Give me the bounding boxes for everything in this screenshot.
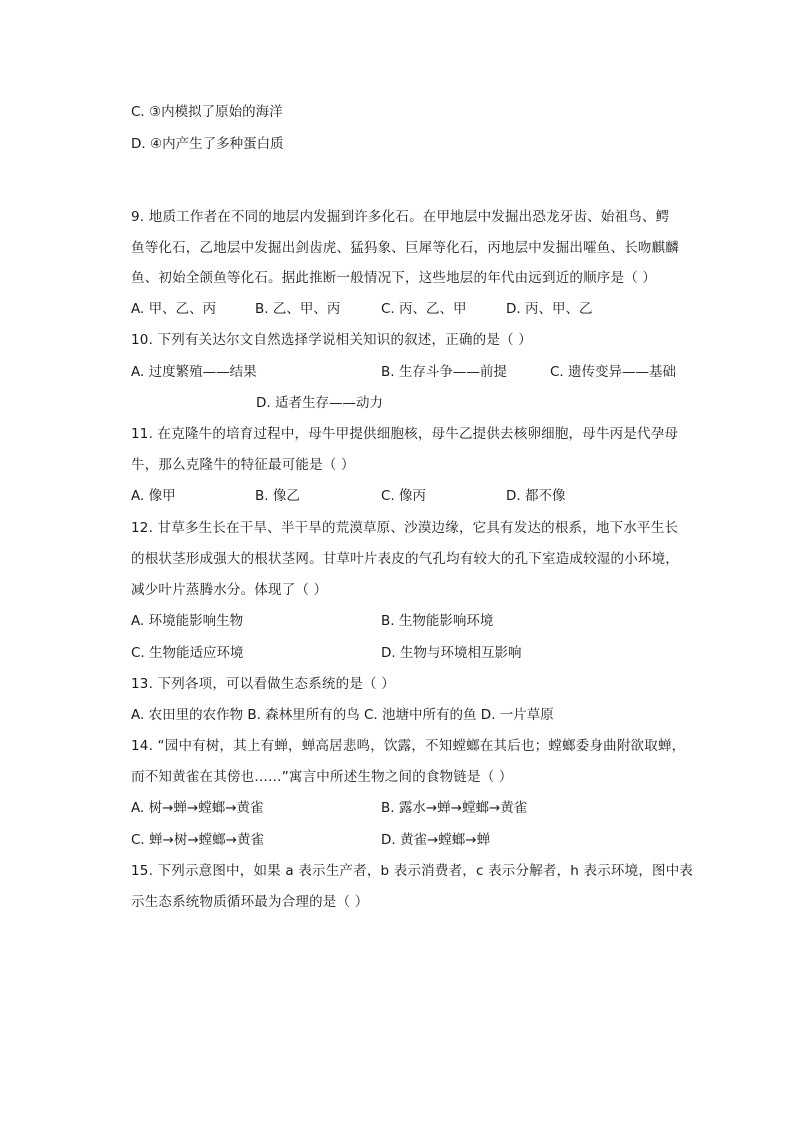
q11-stem-line-1: 11. 在克隆牛的培育过程中，母牛甲提供细胞核，母牛乙提供去核卵细胞，母牛丙是代孕母 [131, 426, 679, 442]
q10-option-d: D. 适者生存——动力 [256, 395, 383, 411]
q9-option-b: B. 乙、甲、丙 [255, 301, 341, 317]
q10-option-a: A. 过度繁殖——结果 [131, 364, 257, 380]
q14-option-a: A. 树→蝉→螳螂→黄雀 [131, 800, 264, 816]
q12-option-a: A. 环境能影响生物 [131, 613, 244, 629]
q14-option-b: B. 露水→蝉→螳螂→黄雀 [381, 800, 528, 816]
q9-option-c: C. 丙、乙、甲 [381, 301, 467, 317]
q11-stem-line-2: 牛，那么克隆牛的特征最可能是（ ） [131, 457, 355, 473]
q9-option-d: D. 丙、甲、乙 [506, 301, 593, 317]
q12-stem-line-2: 的根状茎形成强大的根状茎网。甘草叶片表皮的气孔均有较大的孔下室造成较湿的小环境， [131, 551, 679, 567]
q14-stem-line-1: 14. “园中有树，其上有蝉，蝉高居悲鸣，饮露，不知螳螂在其后也；螳螂委身曲附欲取蝉， [131, 738, 686, 754]
q12-stem-line-3: 减少叶片蒸腾水分。体现了（ ） [131, 582, 328, 598]
q8-option-c: C. ③内模拟了原始的海洋 [131, 104, 283, 120]
q9-stem-line-2: 鱼等化石，乙地层中发掘出剑齿虎、猛犸象、巨犀等化石，丙地层中发掘出嚯鱼、长吻麒麟 [131, 240, 679, 256]
q15-stem-line-2: 示生态系统物质循环最为合理的是（ ） [131, 894, 369, 910]
q9-stem-line-3: 鱼、初始全颌鱼等化石。据此推断一般情况下，这些地层的年代由远到近的顺序是（ ） [131, 270, 657, 286]
q11-option-c: C. 像丙 [381, 488, 427, 504]
q12-option-d: D. 生物与环境相互影响 [381, 645, 522, 661]
q8-option-d: D. ④内产生了多种蛋白质 [131, 136, 284, 152]
q10-stem: 10. 下列有关达尔文自然选择学说相关知识的叙述，正确的是（ ） [131, 332, 532, 348]
q9-option-a: A. 甲、乙、丙 [131, 301, 217, 317]
q11-option-b: B. 像乙 [255, 488, 300, 504]
q10-option-b: B. 生存斗争——前提 [381, 364, 507, 380]
q12-stem-line-1: 12. 甘草多生长在干旱、半干旱的荒漠草原、沙漠边缘，它具有发达的根系，地下水平生长 [131, 520, 679, 536]
q11-option-d: D. 都不像 [506, 488, 566, 504]
q12-option-c: C. 生物能适应环境 [131, 645, 244, 661]
q14-option-c: C. 蝉→树→螳螂→黄雀 [131, 832, 264, 848]
q14-stem-line-2: 而不知黄雀在其傍也……”寓言中所述生物之间的食物链是（ ） [131, 769, 513, 785]
q11-option-a: A. 像甲 [131, 488, 176, 504]
q13-stem: 13. 下列各项，可以看做生态系统的是（ ） [131, 676, 395, 692]
q15-stem-line-1: 15. 下列示意图中，如果 a 表示生产者，b 表示消费者，c 表示分解者，h 表示环境，图中表 [131, 863, 694, 879]
q12-option-b: B. 生物能影响环境 [381, 613, 494, 629]
q9-stem-line-1: 9. 地质工作者在不同的地层内发掘到许多化石。在甲地层中发掘出恐龙牙齿、始祖鸟、鳄 [131, 209, 670, 225]
q10-option-c: C. 遗传变异——基础 [550, 364, 677, 380]
q13-options: A. 农田里的农作物 B. 森林里所有的鸟 C. 池塘中所有的鱼 D. 一片草原 [131, 707, 554, 723]
q14-option-d: D. 黄雀→螳螂→蝉 [381, 832, 491, 848]
